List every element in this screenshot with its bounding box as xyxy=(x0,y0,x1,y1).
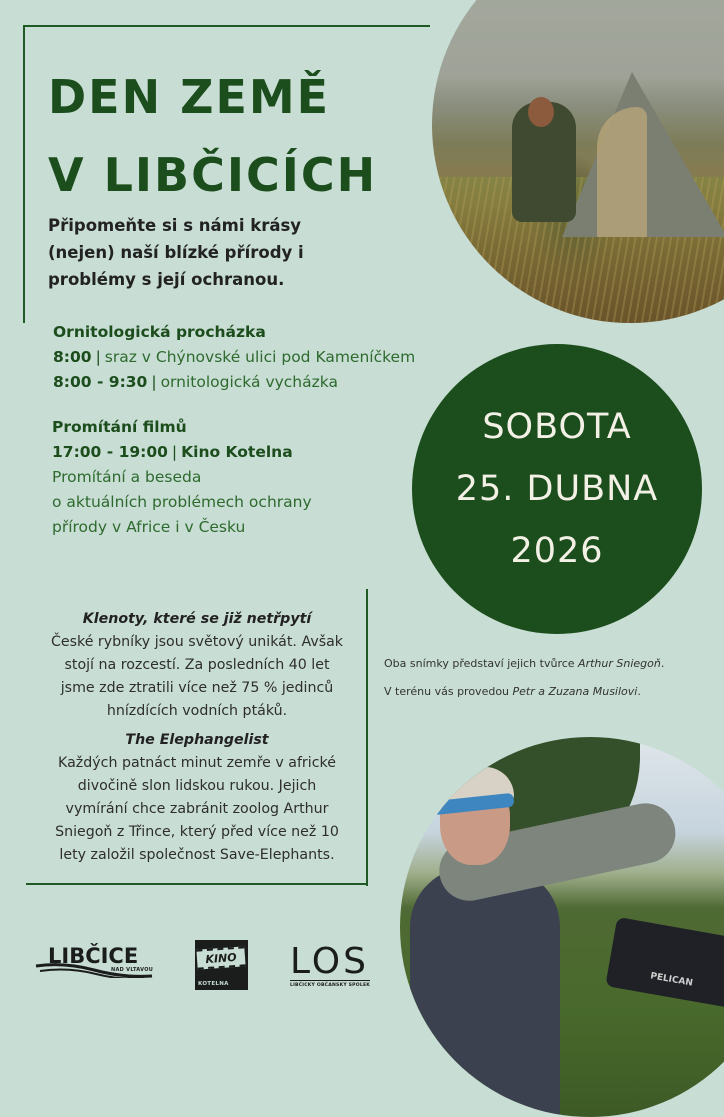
walk-item xyxy=(53,345,415,370)
libcice-logo-subtext: NAD VLTAVOU xyxy=(111,967,154,973)
date-year: 2026 xyxy=(510,531,604,571)
kino-logo-subtext: KOTELNA xyxy=(198,981,229,987)
case-label: PELICAN xyxy=(649,971,694,989)
note-name: Arthur Sniegoň xyxy=(578,657,661,670)
films-description-line: Promítání a beseda xyxy=(52,468,202,486)
walk-item-time: 8:00 xyxy=(53,348,92,366)
los-logo-subtext: LIBČICKÝ OBČANSKÝ SPOLEK xyxy=(290,980,370,988)
libcice-logo xyxy=(48,944,154,973)
title-line-1: DEN ZEMĚ xyxy=(48,70,331,124)
frame-left-line xyxy=(23,25,25,323)
films-time-venue xyxy=(52,440,312,465)
article-line: divočině slon lidskou rukou. Jejich xyxy=(77,778,317,794)
date-badge xyxy=(412,344,702,634)
article-title: The Elephangelist xyxy=(125,732,269,748)
libcice-logo-text: LIBČICE xyxy=(48,944,139,968)
program-films xyxy=(52,415,312,540)
article-line: Sniegoň z Třince, který před více než 10 xyxy=(55,824,339,840)
walk-item xyxy=(53,370,415,395)
photo-camping-man xyxy=(432,0,724,323)
films-description-line: přírody v Africe i v Česku xyxy=(52,518,246,536)
note-name: Petr a Zuzana Musilovi xyxy=(512,685,638,698)
walk-item-text: sraz v Chýnovské ulici pod Kameníčkem xyxy=(104,348,416,366)
separator: | xyxy=(151,373,157,391)
man-body xyxy=(410,867,560,1117)
article-line: stojí na rozcestí. Za posledních 40 let xyxy=(64,657,330,673)
article-1 xyxy=(34,608,360,723)
page-title xyxy=(48,58,428,214)
article-line: České rybníky jsou světový unikát. Avšak xyxy=(50,634,344,650)
tent-door xyxy=(597,107,647,237)
date-day: SOBOTA xyxy=(482,407,632,447)
case-shape xyxy=(605,917,724,1017)
title-line-2: V LIBČICÍCH xyxy=(48,148,378,202)
subtitle-line-3: problémy s její ochranou. xyxy=(48,270,285,289)
frame-top-line xyxy=(23,25,430,27)
films-description-line: o aktuálních problémech ochrany xyxy=(52,493,312,511)
walk-item-time: 8:00 - 9:30 xyxy=(53,373,148,391)
articles-right-line xyxy=(366,589,368,886)
person-head xyxy=(528,97,554,127)
films-heading: Promítání filmů xyxy=(52,418,187,436)
film-descriptions xyxy=(34,608,360,873)
subtitle-line-2: (nejen) naší blízké přírody i xyxy=(48,243,304,262)
date-date: 25. DUBNA xyxy=(455,469,659,509)
films-venue: Kino Kotelna xyxy=(181,443,293,461)
note-guides xyxy=(384,685,641,698)
kino-logo-text: KINO xyxy=(196,946,245,969)
separator: | xyxy=(95,348,101,366)
article-line: Každých patnáct minut zemře v africké xyxy=(58,755,336,771)
article-line: lety založil společnost Save-Elephants. xyxy=(59,847,335,863)
walk-item-text: ornitologická vycházka xyxy=(160,373,338,391)
note-text: . xyxy=(637,685,641,698)
walk-heading: Ornitologická procházka xyxy=(53,323,266,341)
los-logo-text: LOS xyxy=(290,941,369,982)
subtitle-line-1: Připomeňte si s námi krásy xyxy=(48,216,302,235)
note-text: V terénu vás provedou xyxy=(384,685,513,698)
article-2 xyxy=(34,729,360,867)
article-line: vymírání chce zabránit zoolog Arthur xyxy=(65,801,329,817)
photo-man-water-samples xyxy=(400,737,724,1117)
los-logo xyxy=(290,941,371,988)
note-text: Oba snímky představí jejich tvůrce xyxy=(384,657,579,670)
article-line: hnízdících vodních ptáků. xyxy=(106,703,288,719)
article-title: Klenoty, které se již netřpytí xyxy=(82,611,312,627)
films-time: 17:00 - 19:00 xyxy=(52,443,168,461)
note-authors xyxy=(384,657,664,670)
subtitle xyxy=(48,212,348,293)
kino-kotelna-logo xyxy=(195,940,248,990)
note-text: . xyxy=(660,657,665,670)
articles-bottom-line xyxy=(26,883,368,885)
article-line: jsme zde ztratili více než 75 % jedinců xyxy=(60,680,334,696)
separator: | xyxy=(171,443,178,461)
program-walk xyxy=(53,320,415,395)
